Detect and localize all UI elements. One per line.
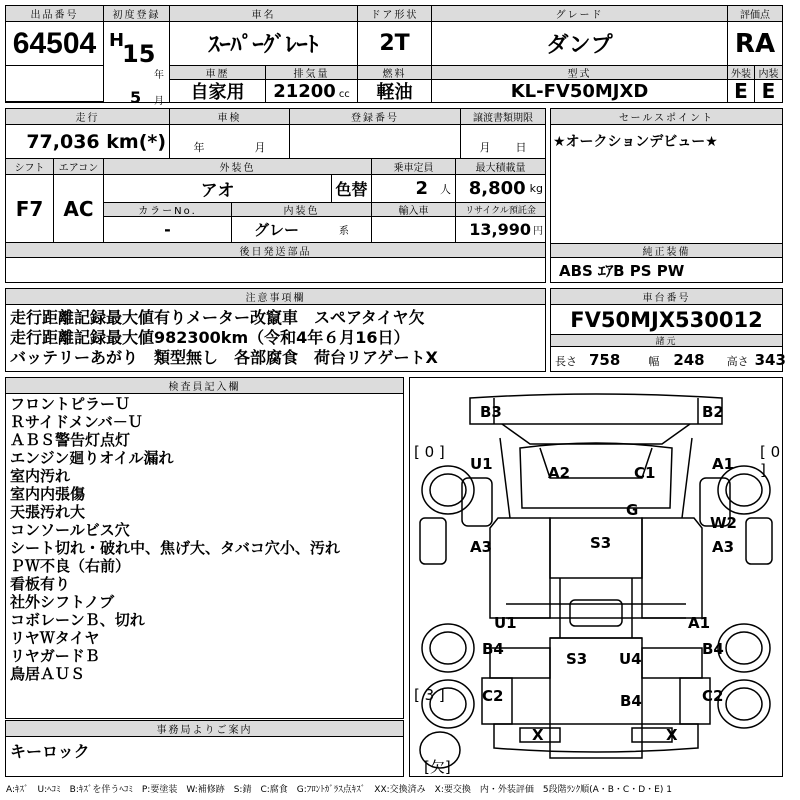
lot-no: 64504 — [6, 22, 104, 66]
shift-label: シフト — [6, 159, 54, 175]
legend: A:ｷｽﾞ U:ﾍｺﾐ B:ｷｽﾞを伴うﾍｺﾐ P:要塗装 W:補修跡 S:錆 C:腐食 G:ﾌﾛﾝﾄｶﾞﾗｽ点ｷｽﾞ XX:交換済み X:要交換 内・外装評価 5段階ﾗﾝｸ順(A・B・C・D・E) 1 — [6, 785, 672, 795]
inspector-line: コンソールビス穴 — [10, 521, 130, 539]
inspection-label: 車検 — [170, 109, 290, 125]
capacity-label: 乗車定員 — [372, 159, 456, 175]
notes-lines — [10, 308, 438, 368]
regno-value — [290, 125, 461, 159]
color-change: 色替 — [332, 175, 372, 203]
sales-label: セールスポイント — [551, 109, 782, 125]
displacement-label: 排気量 — [266, 66, 358, 80]
int-label: 内装 — [755, 66, 782, 80]
damage-mark-g: G — [626, 501, 639, 519]
notes-box — [5, 288, 546, 372]
fuel-label: 燃料 — [358, 66, 432, 80]
inspector-box — [5, 377, 404, 719]
office-text: キーロック — [10, 742, 90, 761]
inspector-line: Ｒサイドメンバ－Ｕ — [10, 413, 143, 431]
damage-mark-u1-bottom: U1 — [494, 614, 517, 632]
first-reg-label: 初度登録 — [104, 6, 170, 22]
color-no-value: - — [104, 217, 232, 243]
spec-row — [555, 351, 786, 369]
inspector-line: 看板有り — [10, 575, 71, 593]
int-color-value: グレー — [253, 221, 299, 239]
import-value — [372, 217, 456, 243]
ac-value: AC — [54, 175, 104, 243]
truck-outline — [410, 378, 782, 776]
bracket-rear-left: [ 3 ] — [414, 686, 445, 704]
spec-label: 諸元 — [551, 335, 782, 347]
lot-no-label: 出品番号 — [6, 6, 104, 22]
damage-mark-b4-bottom: B4 — [620, 692, 642, 710]
notes-label: 注意事項欄 — [6, 289, 545, 305]
reg-year-unit: 年 — [154, 70, 164, 81]
damage-mark-x-left: X — [532, 726, 544, 744]
load-unit: kg — [529, 182, 543, 195]
damage-mark-s3-low: S3 — [566, 650, 588, 668]
equip-value: ABS ｴｱB PS PW — [559, 262, 685, 280]
note-line: 走行距離記録最大値有りメーター改竄車 スペアタイヤ欠 — [10, 308, 425, 327]
model-label: 型式 — [432, 66, 728, 80]
load-value: 8,800 — [468, 178, 526, 199]
chassis-label: 車台番号 — [551, 289, 782, 305]
later-parts-label: 後日発送部品 — [6, 243, 545, 258]
history-value: 自家用 — [170, 80, 266, 102]
damage-mark-w2: W2 — [710, 514, 737, 532]
damage-mark-a1-top: A1 — [712, 455, 735, 473]
damage-mark-a3-right: A3 — [712, 538, 735, 556]
displacement-unit: cc — [338, 88, 350, 100]
inspector-line: 社外シフトノブ — [10, 593, 115, 611]
top-section — [5, 5, 783, 107]
insp-month-unit: 月 — [254, 141, 266, 154]
damage-mark-c1: C1 — [634, 464, 656, 482]
inspector-line: リヤＷタイヤ — [10, 629, 100, 647]
ext-color-value: アオ — [104, 175, 332, 203]
damage-mark-b3: B3 — [480, 403, 502, 421]
damage-mark-b2: B2 — [702, 403, 724, 421]
recycle-cell — [456, 217, 545, 243]
office-label: 事務局よりご案内 — [6, 721, 403, 737]
mileage-label: 走行 — [6, 109, 170, 125]
displacement-cell — [266, 80, 358, 102]
displacement-value: 21200 — [273, 80, 336, 102]
recycle-value: 13,990 — [469, 220, 531, 239]
int-color-cell — [232, 217, 372, 243]
bracket-front-left: [ 0 ] — [414, 443, 445, 461]
load-label: 最大積載量 — [456, 159, 545, 175]
hgt-value: 343 — [754, 351, 786, 369]
model-value: KL-FV50MJXD — [432, 80, 728, 102]
reg-month-unit: 月 — [154, 96, 164, 107]
transfer-month-unit: 月 — [479, 141, 491, 154]
int-color-unit: 系 — [339, 226, 349, 237]
office-box — [5, 720, 404, 777]
damage-mark-x-right: X — [666, 726, 678, 744]
recycle-label: リサイクル預託金 — [456, 203, 545, 217]
inspector-line: フロントピラーＵ — [10, 395, 131, 413]
inspection-value — [170, 125, 290, 159]
transfer-value — [461, 125, 545, 159]
mileage-value: 77,036 km(*) — [6, 125, 170, 159]
reg-year: 15 — [122, 40, 156, 68]
chassis-box — [550, 288, 786, 372]
damage-mark-a2: A2 — [548, 464, 571, 482]
color-no-label: カラーNo. — [104, 203, 232, 217]
bracket-front-right: [ 0 ] — [760, 443, 781, 479]
inspector-line: 室内内張傷 — [10, 485, 86, 503]
ext-score: E — [728, 80, 755, 102]
inspector-line: シート切れ・破れ中、焦げ大、タバコ穴小、汚れ — [10, 539, 340, 557]
hgt-label: 高さ — [726, 355, 749, 368]
ext-label: 外装 — [728, 66, 755, 80]
shift-value: F7 — [6, 175, 54, 243]
lot-no-blank — [6, 66, 104, 102]
damage-mark-u1-top: U1 — [470, 455, 493, 473]
inspector-line: コボレーンＢ、切れ — [10, 611, 145, 629]
inspector-line: エンジン廻りオイル漏れ — [10, 449, 174, 467]
vehicle-diagram — [409, 377, 783, 777]
capacity-value: 2 — [415, 178, 428, 199]
door-value: 2T — [358, 22, 432, 66]
history-label: 車歴 — [170, 66, 266, 80]
ac-label: エアコン — [54, 159, 104, 175]
damage-mark-b4-left: B4 — [482, 640, 504, 658]
bracket-spare: [欠] — [424, 758, 451, 776]
inspector-line: 室内汚れ — [10, 467, 71, 485]
inspector-line: ＡＢＳ警告灯点灯 — [10, 431, 131, 449]
detail-table — [5, 108, 546, 283]
car-name: ｽｰﾊﾟｰｸﾞﾚｰﾄ — [170, 22, 358, 66]
wid-value: 248 — [673, 351, 705, 369]
damage-mark-c2-right: C2 — [702, 687, 724, 705]
door-label: ドア形状 — [358, 6, 432, 22]
note-line: 走行距離記録最大値982300km（令和4年６月16日） — [10, 328, 410, 347]
import-label: 輸入車 — [372, 203, 456, 217]
grade-label: グレード — [432, 6, 728, 22]
sales-point: ★オークションデビュー★ — [553, 134, 718, 150]
reg-month: 5 — [130, 88, 142, 107]
sales-box — [550, 108, 783, 283]
score-value: RA — [728, 22, 782, 66]
capacity-cell — [372, 175, 456, 203]
damage-mark-u4: U4 — [619, 650, 642, 668]
transfer-day-unit: 日 — [515, 141, 527, 154]
int-score: E — [761, 80, 776, 102]
wid-label: 幅 — [648, 355, 660, 368]
note-line: バッテリーあがり 類型無し 各部腐食 荷台リアゲートX — [10, 348, 438, 367]
damage-mark-a1-bottom: A1 — [688, 614, 711, 632]
damage-mark-c2-left: C2 — [482, 687, 504, 705]
damage-mark-b4-right: B4 — [702, 640, 724, 658]
chassis-value: FV50MJX530012 — [551, 305, 782, 335]
recycle-unit: 円 — [533, 226, 543, 237]
damage-mark-a3-left: A3 — [470, 538, 493, 556]
len-value: 758 — [589, 351, 621, 369]
inspector-line: ＰＷ不良（右前） — [10, 557, 131, 575]
load-cell — [456, 175, 545, 203]
inspector-line: 鳥居ＡＵＳ — [10, 665, 86, 683]
int-color-label: 内装色 — [232, 203, 372, 217]
inspector-line: 天張汚れ大 — [10, 503, 86, 521]
later-parts-value — [6, 258, 545, 282]
damage-mark-s3-mid: S3 — [590, 534, 612, 552]
equip-label: 純正装備 — [551, 243, 782, 258]
capacity-unit: 人 — [440, 182, 451, 196]
inspector-lines — [10, 395, 340, 683]
score-label: 評価点 — [728, 6, 782, 22]
transfer-label: 譲渡書類期限 — [461, 109, 545, 125]
fuel-value: 軽油 — [358, 80, 432, 102]
car-name-label: 車名 — [170, 6, 358, 22]
reg-era: H — [109, 30, 125, 51]
regno-label: 登録番号 — [290, 109, 461, 125]
inspector-line: リヤガードＢ — [10, 647, 100, 665]
ext-color-label: 外装色 — [104, 159, 372, 175]
insp-year-unit: 年 — [193, 141, 205, 154]
grade-value: ダンプ — [432, 22, 728, 66]
inspector-label: 検査員記入欄 — [6, 378, 403, 394]
len-label: 長さ — [555, 355, 577, 368]
